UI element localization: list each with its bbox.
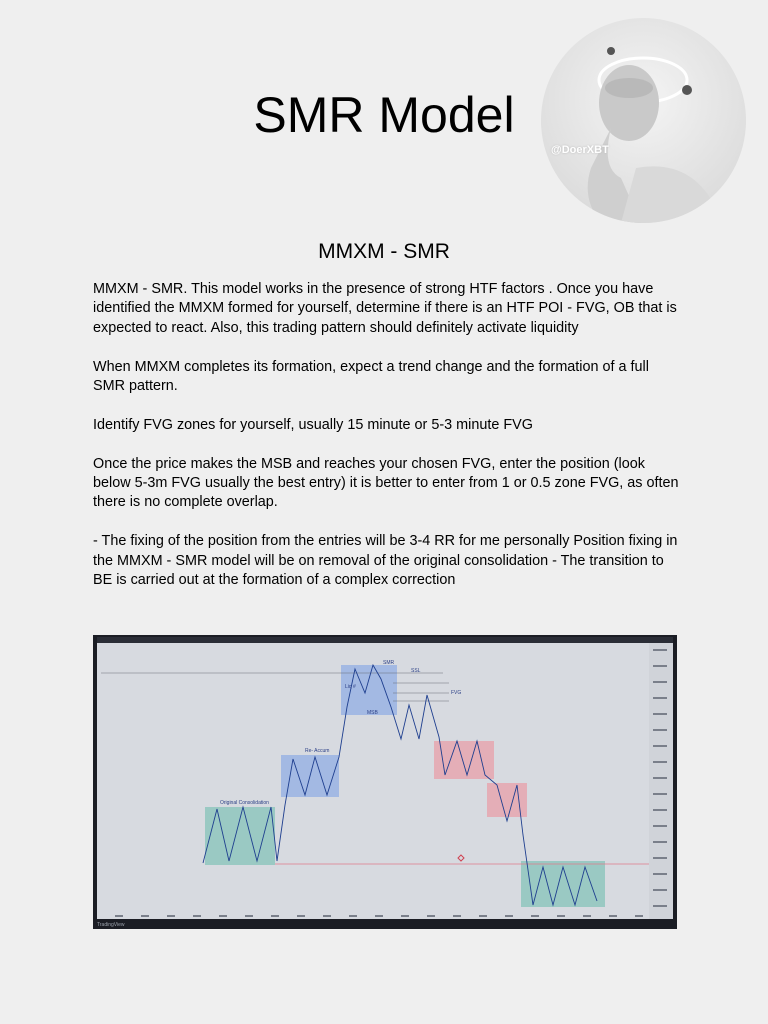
chart-footer-bar — [93, 919, 677, 929]
label-re-accum: Re- Accum — [305, 748, 330, 754]
page-title: SMR Model — [253, 87, 515, 143]
article-body — [93, 280, 683, 610]
chart-header-bar — [97, 637, 673, 643]
label-fvg: FVG — [451, 690, 462, 696]
time-axis-ticks — [115, 915, 643, 917]
paragraph: When MMXM completes its formation, expect a trend change and the formation of a full SMR pattern. — [93, 358, 649, 395]
statue-figure-icon — [541, 18, 746, 223]
label-msb: MSB — [367, 710, 378, 716]
section-title: MMXM - SMR — [318, 240, 450, 263]
smr-model-chart-image — [93, 635, 677, 929]
label-ssl: SSL — [411, 668, 421, 674]
paragraph: - The fixing of the position from the entries will be 3-4 RR for me personally Position fixing in the MMXM - SMR model will be on removal of the original consolidation - The transition to BE is carried out at the formation of a complex correction — [93, 533, 678, 589]
label-original-consolidation: Original Consolidation — [220, 800, 269, 806]
smr-top-zone — [341, 665, 397, 715]
author-handle: @DoerXBT — [551, 144, 609, 156]
label-liq: Liq # — [345, 684, 356, 690]
tradingview-watermark: TradingView — [97, 922, 125, 928]
paragraph: MMXM - SMR. This model works in the presence of strong HTF factors . Once you have identified the MMXM formed for yourself, determine if there is an HTF POI - FVG, OB that is expected to react. Also, this trading pattern should definitely activate liquidity — [93, 281, 677, 336]
paragraph: Identify FVG zones for yourself, usually 15 minute or 5-3 minute FVG — [93, 416, 533, 433]
label-smr: SMR — [383, 660, 395, 666]
fvg-zone-lower — [487, 783, 527, 817]
paragraph: Once the price makes the MSB and reaches your chosen FVG, enter the position (look below 5-3m FVG usually the best entry) it is better to enter from 1 or 0.5 zone FVG, as often there is no complete overlap. — [93, 455, 679, 511]
author-avatar-logo — [541, 18, 746, 223]
price-axis — [649, 643, 673, 919]
